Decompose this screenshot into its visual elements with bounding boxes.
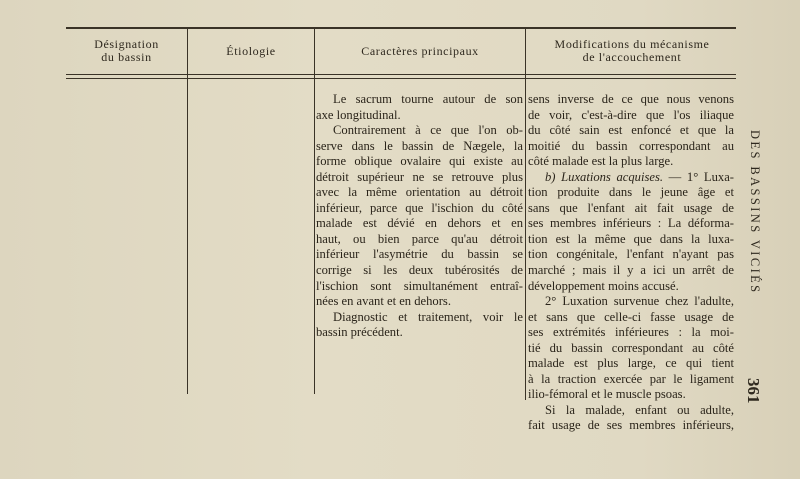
text-line: et sans que celle-ci fasse usage de: [528, 309, 734, 324]
text-line: corrige si les deux tubérosités de: [316, 263, 523, 278]
text-line: tié du bassin correspondant au côté: [528, 340, 734, 355]
text-line: fait usage de ses membres inférieurs,: [528, 418, 734, 433]
text-line: développement moins accusé.: [528, 278, 679, 293]
header-designation: Désignation du bassin: [94, 37, 159, 64]
text-line: b) Luxations acquises. — 1° Luxa-: [545, 169, 734, 184]
text-line: détroit supérieur ne se retrouve plus: [316, 169, 523, 184]
text-line: de voir, c'est-à-dire que l'os iliaque: [528, 107, 734, 122]
text-line: tion produite dans le jeune âge et: [528, 185, 734, 200]
text-line: tion est la même que dans la luxa-: [528, 231, 734, 246]
page-number: 361: [744, 378, 763, 404]
text-line: marché ; mais il y a ici un arrêt de: [528, 263, 734, 278]
text-line: axe longitudinal.: [316, 107, 401, 122]
column-caracteres-text: [316, 92, 523, 341]
text-line: inférieur, parce que l'ischion du côté: [316, 200, 523, 215]
text-line: Diagnostic et traitement, voir le: [333, 309, 523, 324]
header-etiologie: Étiologie: [226, 43, 276, 58]
header-modifications: Modifications du mécanisme de l'accouchement: [554, 37, 710, 64]
text-line: bassin précédent.: [316, 325, 403, 340]
text-line: inférieur l'asymétrie du bassin se: [316, 247, 523, 262]
text-line: avec la même orientation au détroit: [316, 185, 523, 200]
text-line: 2° Luxation survenue chez l'adulte,: [545, 294, 734, 309]
text-line: malade est dévié en dehors et en: [316, 216, 523, 231]
text-line: Le sacrum tourne autour de son: [333, 92, 523, 106]
text-line: côté malade est la plus large.: [528, 154, 674, 169]
column-divider-2: [314, 28, 315, 394]
text-line: Si la malade, enfant ou adulte,: [545, 402, 734, 417]
text-line: moitié du bassin correspondant au: [528, 138, 734, 153]
text-line: sens inverse de ce que nous venons: [528, 92, 734, 106]
text-line: ses membres inférieurs : La déforma-: [528, 216, 734, 231]
text-line: du côté sain est enfoncé et que la: [528, 123, 734, 138]
column-divider-3: [525, 28, 526, 400]
header-double-rule: [66, 78, 736, 79]
running-head: DES BASSINS VICIÉS: [748, 130, 762, 295]
text-line: nées en avant et en dehors.: [316, 294, 451, 309]
text-line: ses extrémités inférieures : la moi-: [528, 325, 734, 340]
text-line: tion congénitale, l'enfant n'ayant pas: [528, 247, 734, 262]
text-line: sans que l'enfant ait fait usage de: [528, 200, 734, 215]
header-bottom-rule: [66, 74, 736, 75]
table-top-rule: [66, 27, 736, 29]
text-line: ilio-fémoral et le muscle psoas.: [528, 387, 686, 402]
column-divider-1: [187, 28, 188, 394]
column-modifications-text: [528, 92, 734, 434]
header-caracteres: Caractères principaux: [361, 43, 479, 58]
text-line: à la traction exercée par le ligament: [528, 371, 734, 386]
text-line: forme oblique ovalaire qui existe au: [316, 154, 523, 169]
text-line: malade est plus large, ce qui tient: [528, 356, 734, 371]
text-line: serve dans le bassin de Nægele, la: [316, 138, 523, 153]
text-line: Contrairement à ce que l'on ob-: [333, 123, 523, 138]
text-line: l'ischion sont simultanément entraî-: [316, 278, 523, 293]
text-line: haut, ou bien parce qu'au détroit: [316, 231, 523, 246]
